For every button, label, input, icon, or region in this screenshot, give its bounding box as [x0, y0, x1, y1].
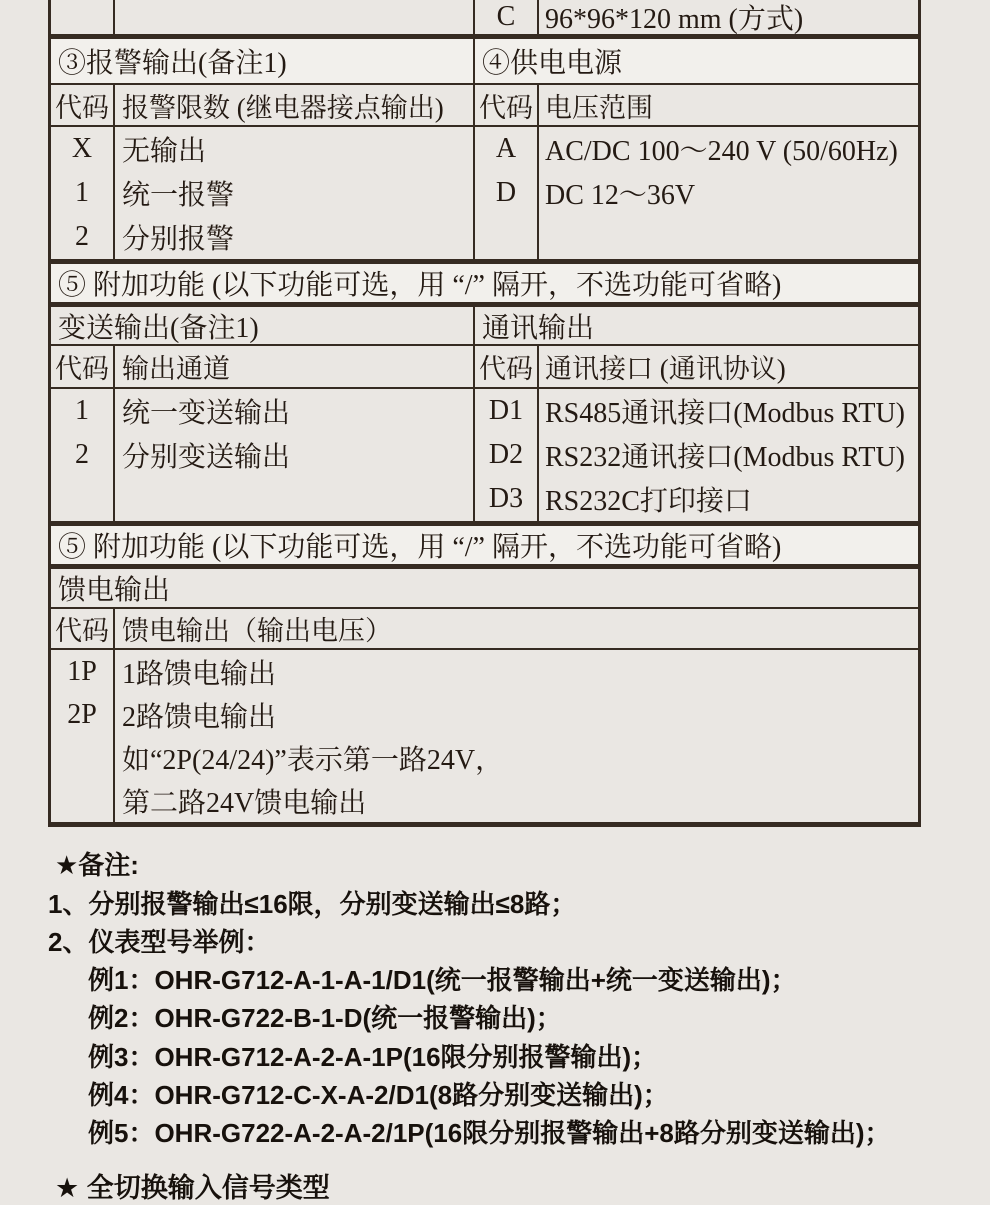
notes-title: ★备注: [55, 850, 139, 880]
power-code-column [475, 127, 539, 259]
cell-empty-desc [115, 0, 475, 34]
alarm-desc-column [115, 127, 475, 259]
desc-value: 第二路24V馈电输出 [122, 787, 367, 819]
power-desc-column [539, 127, 918, 259]
cell-size-desc: 96*96*120 mm (方式) [545, 4, 804, 34]
column-header-row-feed-power [51, 609, 918, 648]
alarm-output-title: ③报警输出(备注1) [51, 39, 475, 83]
desc-value: RS485通讯接口(Modbus RTU) [545, 398, 906, 429]
column-header-row-alarm-power [51, 85, 918, 125]
code-value: D2 [488, 439, 524, 470]
code-value: 1 [75, 177, 89, 208]
code-value: 1 [75, 395, 89, 426]
desc-value: RS232C打印接口 [545, 486, 752, 517]
feed-code-column [51, 650, 115, 822]
desc-value: 统一报警 [122, 180, 235, 211]
ordering-code-table [48, 0, 921, 827]
code-value: 2 [75, 439, 89, 470]
note-item: 1、分别报警输出≤16限，分别变送输出≤8路； [48, 889, 577, 919]
col-header-alarm-limits: 报警限数 (继电器接点输出) [115, 85, 475, 125]
model-example: 例3：OHR-G712-A-2-A-1P(16限分别报警输出)； [88, 1042, 658, 1072]
col-header-code: 代码 [51, 85, 115, 125]
table-row-size-c [51, 0, 918, 34]
code-value: X [71, 133, 93, 164]
section-header-alarm-power [51, 39, 918, 83]
code-value: 2P [67, 698, 97, 730]
addon-functions-band-2 [51, 526, 918, 564]
desc-value: 分别报警 [122, 224, 235, 255]
desc-value: AC/DC 100～240 V (50/60Hz) [545, 136, 898, 167]
cell-empty-code [51, 0, 115, 34]
col-header-feed-voltage: 馈电输出（输出电压） [122, 616, 392, 646]
col-header-code: 代码 [475, 85, 539, 125]
addon-band-text: ⑤ 附加功能 (以下功能可选，用 “/” 隔开，不选功能可省略) [58, 270, 782, 301]
col-header-comm-interface: 通讯接口 (通讯协议) [545, 354, 786, 384]
footer-heading: ★ 全切换输入信号类型 [55, 1173, 330, 1203]
desc-value: 2路馈电输出 [122, 701, 277, 733]
desc-value: DC 12～36V [545, 180, 696, 211]
code-value: A [495, 133, 517, 164]
column-header-row-transmit-comm [51, 346, 918, 387]
code-value: 2 [75, 221, 89, 252]
model-example: 例2：OHR-G722-B-1-D(统一报警输出)； [88, 1003, 562, 1033]
section-header-feed-power [51, 569, 918, 607]
desc-value: 无输出 [122, 136, 207, 167]
code-value [51, 736, 113, 779]
note-item: 2、仪表型号举例： [48, 927, 271, 957]
transmit-code-column [51, 389, 115, 521]
section-header-transmit-comm [51, 307, 918, 344]
table-body-alarm-power [51, 127, 918, 259]
col-header-code: 代码 [51, 609, 115, 648]
model-example: 例4：OHR-G712-C-X-A-2/D1(8路分别变送输出)； [88, 1080, 669, 1110]
power-supply-title: ④供电电源 [482, 48, 623, 79]
code-value: D [495, 177, 517, 208]
code-value: D1 [488, 395, 524, 426]
desc-value: 统一变送输出 [122, 398, 291, 429]
desc-value: RS232通讯接口(Modbus RTU) [545, 442, 906, 473]
comm-output-title: 通讯输出 [482, 312, 595, 344]
code-value: D3 [488, 483, 524, 514]
transmit-desc-column [115, 389, 475, 521]
desc-value: 如“2P(24/24)”表示第一路24V， [122, 744, 504, 776]
addon-functions-band-1 [51, 264, 918, 302]
comm-code-column [475, 389, 539, 521]
model-example: 例1：OHR-G712-A-1-A-1/D1(统一报警输出+统一变送输出)； [88, 965, 797, 995]
transmit-output-title: 变送输出(备注1) [51, 307, 475, 344]
table-body-feed-power [51, 650, 918, 822]
addon-band-text: ⑤ 附加功能 (以下功能可选，用 “/” 隔开，不选功能可省略) [58, 532, 782, 563]
feed-desc-column [115, 650, 918, 822]
cell-size-code: C [475, 0, 539, 34]
col-header-output-channel: 输出通道 [115, 346, 475, 387]
code-value [51, 779, 113, 822]
table-body-transmit-comm [51, 389, 918, 521]
col-header-code: 代码 [51, 346, 115, 387]
col-header-code: 代码 [475, 346, 539, 387]
code-value: 1P [67, 655, 97, 687]
desc-value: 分别变送输出 [122, 442, 291, 473]
col-header-voltage-range: 电压范围 [545, 92, 653, 123]
comm-desc-column [539, 389, 918, 521]
alarm-code-column [51, 127, 115, 259]
model-example: 例5：OHR-G722-A-2-A-2/1P(16限分别报警输出+8路分别变送输出)； [88, 1118, 891, 1148]
feed-power-title: 馈电输出 [58, 575, 171, 606]
table-bottom-border [51, 822, 918, 827]
desc-value: 1路馈电输出 [122, 658, 277, 690]
